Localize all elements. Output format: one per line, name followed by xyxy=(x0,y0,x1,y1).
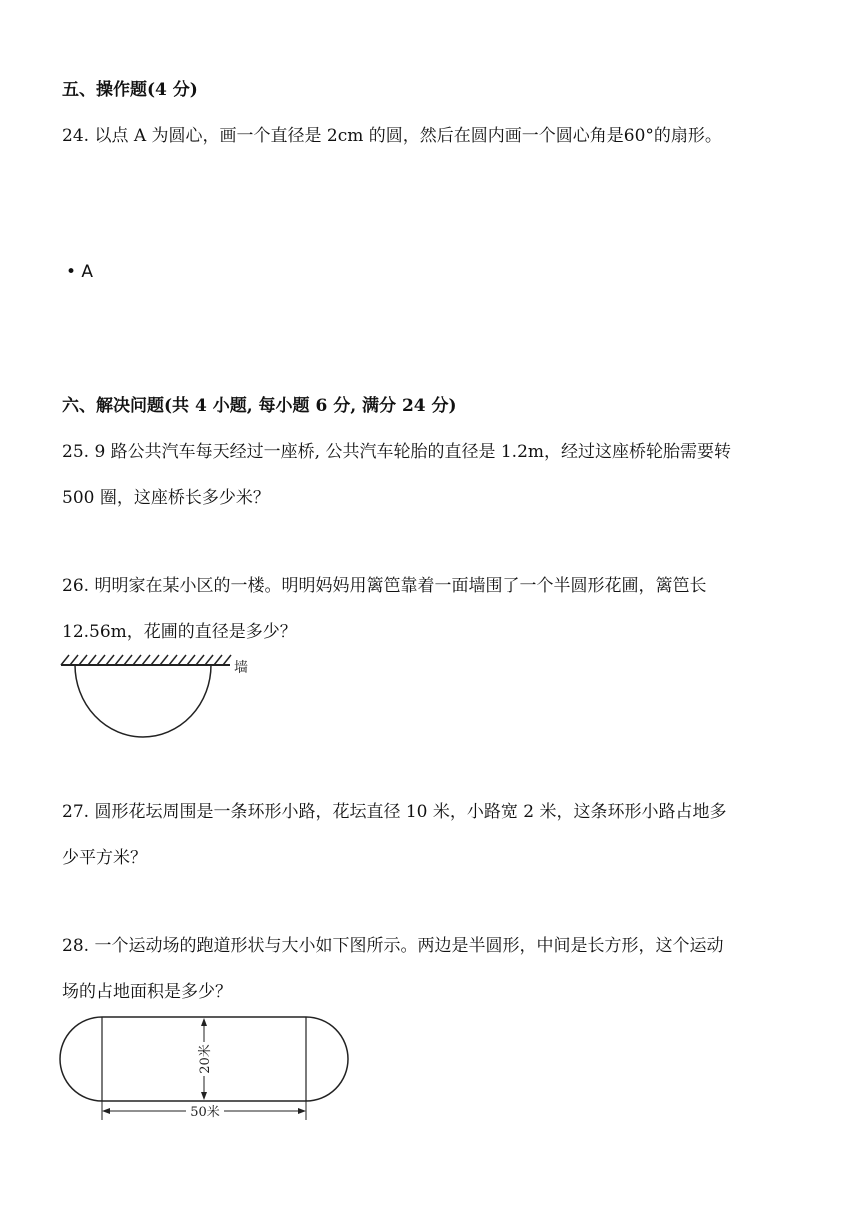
point-a-label: • A xyxy=(66,262,94,282)
width-arrow-right xyxy=(298,1108,306,1114)
width-arrow-left xyxy=(102,1108,110,1114)
wall-hatching xyxy=(61,655,231,665)
height-arrow-top xyxy=(201,1018,207,1026)
width-label: 50米 xyxy=(190,1105,220,1120)
height-arrow-bottom xyxy=(201,1092,207,1100)
question-24-text: 24. 以点 A 为圆心，画一个直径是 2cm 的圆，然后在圆内画一个圆心角是60°的扇形。 xyxy=(62,126,722,146)
question-26-line-1: 26. 明明家在某小区的一楼。明明妈妈用篱笆靠着一面墙围了一个半圆形花圃，篱笆长 xyxy=(62,576,707,596)
running-track-figure xyxy=(55,1008,355,1128)
question-26-line-2: 12.56m，花圃的直径是多少？ xyxy=(62,622,297,642)
question-27-line-2: 少平方米？ xyxy=(62,848,147,868)
question-25-line-2: 500 圈，这座桥长多少米？ xyxy=(62,488,270,508)
section-six-heading: 六、解决问题(共 4 小题, 每小题 6 分, 满分 24 分) xyxy=(62,396,457,416)
question-25-line-1: 25. 9 路公共汽车每天经过一座桥, 公共汽车轮胎的直径是 1.2m，经过这座桥轮胎需要转 xyxy=(62,442,732,462)
question-27-line-1: 27. 圆形花坛周围是一条环形小路，花坛直径 10 米，小路宽 2 米，这条环形小路占地多 xyxy=(62,802,727,822)
question-28-line-2: 场的占地面积是多少？ xyxy=(62,982,232,1002)
semicircle-garden-figure xyxy=(55,650,265,745)
height-label: 20米 xyxy=(198,1044,213,1074)
section-five-heading: 五、操作题(4 分) xyxy=(62,80,198,100)
wall-label: 墙 xyxy=(234,660,248,676)
semicircle-fence xyxy=(75,665,211,737)
question-28-line-1: 28. 一个运动场的跑道形状与大小如下图所示。两边是半圆形，中间是长方形，这个运动 xyxy=(62,936,724,956)
